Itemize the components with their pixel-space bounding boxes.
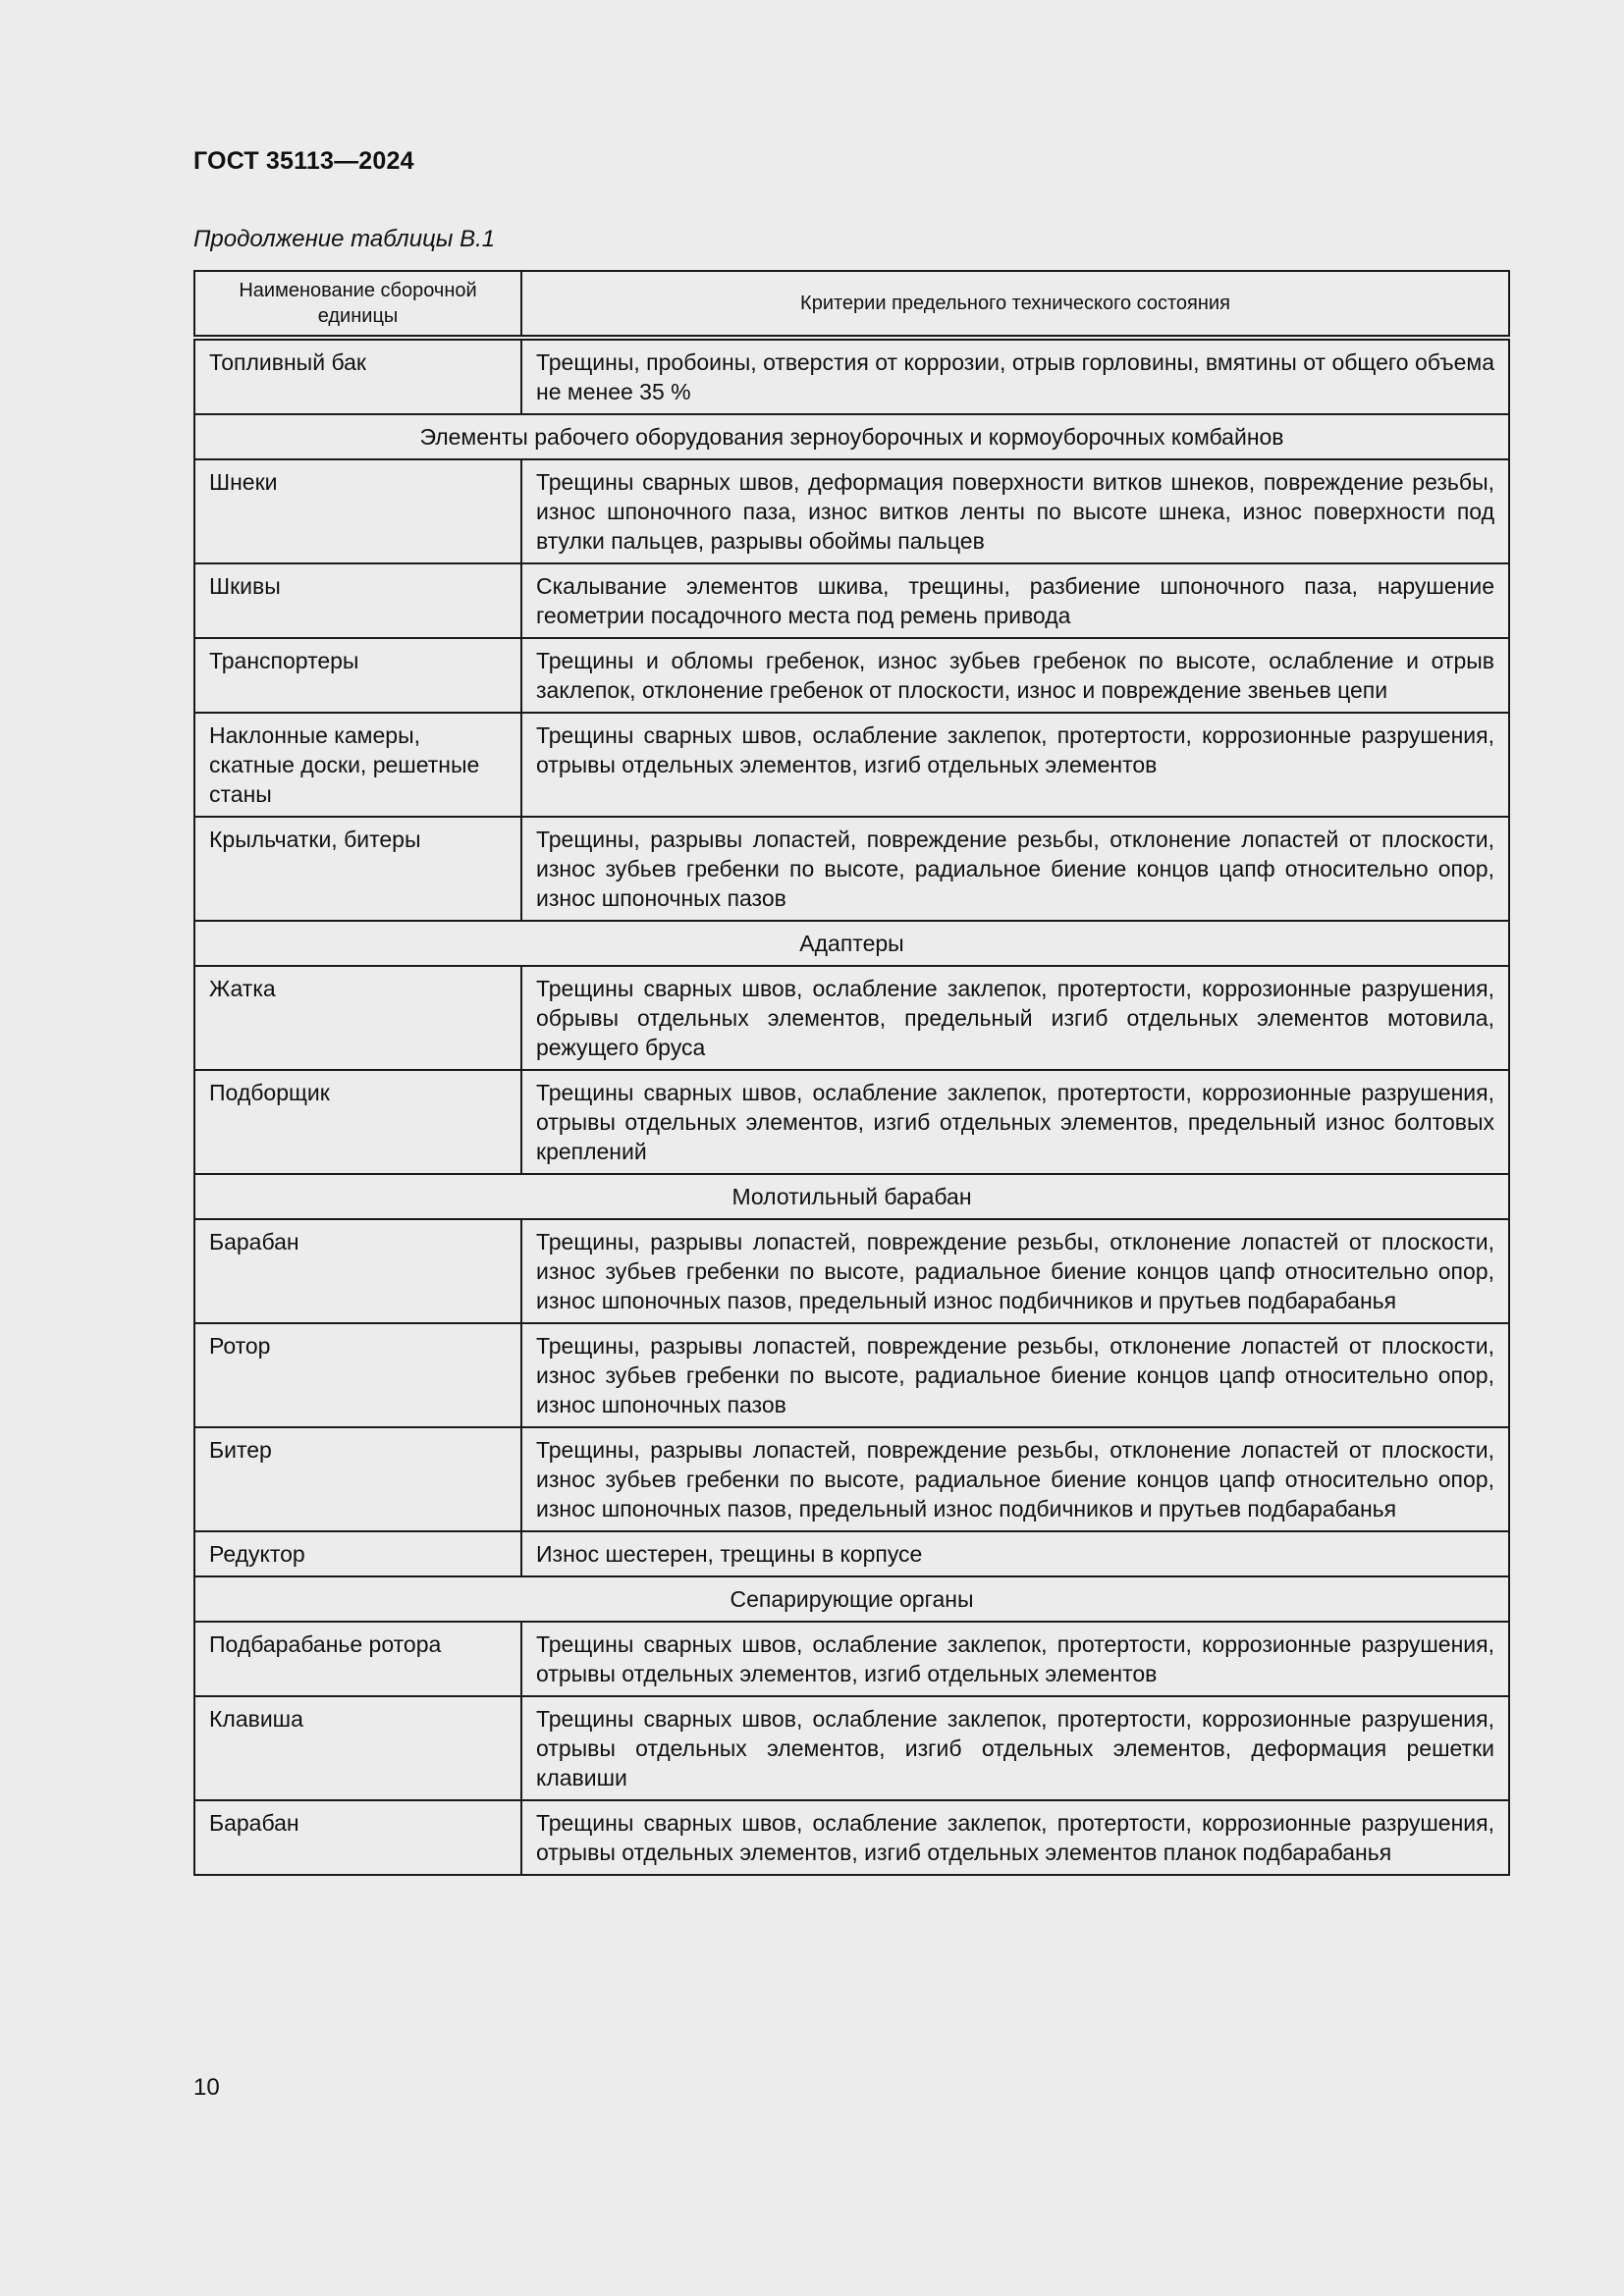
header-unit: Наименование сборочной единицы bbox=[194, 271, 521, 338]
unit-cell: Барабан bbox=[194, 1219, 521, 1323]
unit-cell: Транспортеры bbox=[194, 638, 521, 713]
criteria-cell: Трещины, пробоины, отверстия от коррозии, отрыв горловины, вмятины от общего объема не менее 35 % bbox=[521, 338, 1509, 414]
unit-cell: Битер bbox=[194, 1427, 521, 1531]
section-title: Адаптеры bbox=[194, 921, 1509, 966]
table-row bbox=[194, 1622, 1509, 1696]
criteria-cell: Трещины, разрывы лопастей, повреждение резьбы, отклонение лопастей от плоскости, износ зубьев гребенки по высоте, радиальное биение концов цапф относительно опор, износ шпоночных пазов, предельный износ подбичников и прутьев подбарабанья bbox=[521, 1219, 1509, 1323]
section-row bbox=[194, 921, 1509, 966]
criteria-cell: Трещины сварных швов, ослабление заклепок, протертости, коррозионные разрушения, отрывы отдельных элементов, изгиб отдельных элементов bbox=[521, 713, 1509, 817]
table-row bbox=[194, 1531, 1509, 1576]
criteria-cell: Трещины, разрывы лопастей, повреждение резьбы, отклонение лопастей от плоскости, износ зубьев гребенки по высоте, радиальное биение концов цапф относительно опор, износ шпоночных пазов bbox=[521, 817, 1509, 921]
unit-cell: Шкивы bbox=[194, 563, 521, 638]
document-header: ГОСТ 35113—2024 bbox=[193, 147, 414, 175]
table-row bbox=[194, 817, 1509, 921]
criteria-cell: Скалывание элементов шкива, трещины, разбиение шпоночного паза, нарушение геометрии посадочного места под ремень привода bbox=[521, 563, 1509, 638]
section-title: Сепарирующие органы bbox=[194, 1576, 1509, 1622]
criteria-cell: Трещины, разрывы лопастей, повреждение резьбы, отклонение лопастей от плоскости, износ зубьев гребенки по высоте, радиальное биение концов цапф относительно опор, износ шпоночных пазов, предельный износ подбичников и прутьев подбарабанья bbox=[521, 1427, 1509, 1531]
table-row bbox=[194, 459, 1509, 563]
header-criteria: Критерии предельного технического состояния bbox=[521, 271, 1509, 338]
section-title: Молотильный барабан bbox=[194, 1174, 1509, 1219]
table-row bbox=[194, 966, 1509, 1070]
table-row bbox=[194, 638, 1509, 713]
unit-cell: Подборщик bbox=[194, 1070, 521, 1174]
unit-cell: Подбарабанье ротора bbox=[194, 1622, 521, 1696]
unit-cell: Наклонные камеры, скатные доски, решетные станы bbox=[194, 713, 521, 817]
unit-cell: Редуктор bbox=[194, 1531, 521, 1576]
table-row bbox=[194, 1696, 1509, 1800]
unit-cell: Шнеки bbox=[194, 459, 521, 563]
table-header-row bbox=[194, 271, 1509, 338]
table-row bbox=[194, 713, 1509, 817]
unit-cell: Крыльчатки, битеры bbox=[194, 817, 521, 921]
criteria-cell: Трещины сварных швов, ослабление заклепок, протертости, коррозионные разрушения, отрывы отдельных элементов, изгиб отдельных элементов, предельный износ болтовых креплений bbox=[521, 1070, 1509, 1174]
criteria-cell: Износ шестерен, трещины в корпусе bbox=[521, 1531, 1509, 1576]
table-row bbox=[194, 1323, 1509, 1427]
criteria-cell: Трещины сварных швов, ослабление заклепок, протертости, коррозионные разрушения, отрывы отдельных элементов, изгиб отдельных элементов планок подбарабанья bbox=[521, 1800, 1509, 1875]
criteria-cell: Трещины, разрывы лопастей, повреждение резьбы, отклонение лопастей от плоскости, износ зубьев гребенки по высоте, радиальное биение концов цапф относительно опор, износ шпоночных пазов bbox=[521, 1323, 1509, 1427]
unit-cell: Барабан bbox=[194, 1800, 521, 1875]
table-row bbox=[194, 338, 1509, 414]
unit-cell: Топливный бак bbox=[194, 338, 521, 414]
table-row bbox=[194, 563, 1509, 638]
table-caption: Продолжение таблицы В.1 bbox=[193, 226, 496, 252]
section-row bbox=[194, 1576, 1509, 1622]
criteria-cell: Трещины и обломы гребенок, износ зубьев гребенок по высоте, ослабление и отрыв заклепок, отклонение гребенок от плоскости, износ и повреждение звеньев цепи bbox=[521, 638, 1509, 713]
page-number: 10 bbox=[193, 2074, 220, 2101]
table-row bbox=[194, 1219, 1509, 1323]
unit-cell: Ротор bbox=[194, 1323, 521, 1427]
section-row bbox=[194, 1174, 1509, 1219]
criteria-cell: Трещины сварных швов, ослабление заклепок, протертости, коррозионные разрушения, обрывы отдельных элементов, предельный изгиб отдельных элементов мотовила, режущего бруса bbox=[521, 966, 1509, 1070]
criteria-cell: Трещины сварных швов, ослабление заклепок, протертости, коррозионные разрушения, отрывы отдельных элементов, изгиб отдельных элементов, деформация решетки клавиши bbox=[521, 1696, 1509, 1800]
table-row bbox=[194, 1070, 1509, 1174]
table-row bbox=[194, 1427, 1509, 1531]
section-row bbox=[194, 414, 1509, 459]
section-title: Элементы рабочего оборудования зерноуборочных и кормоуборочных комбайнов bbox=[194, 414, 1509, 459]
unit-cell: Клавиша bbox=[194, 1696, 521, 1800]
unit-cell: Жатка bbox=[194, 966, 521, 1070]
criteria-cell: Трещины сварных швов, ослабление заклепок, протертости, коррозионные разрушения, отрывы отдельных элементов, изгиб отдельных элементов bbox=[521, 1622, 1509, 1696]
criteria-table bbox=[193, 270, 1510, 1876]
criteria-cell: Трещины сварных швов, деформация поверхности витков шнеков, повреждение резьбы, износ шпоночного паза, износ витков ленты по высоте шнека, износ поверхности под втулки пальцев, разрывы обоймы пальцев bbox=[521, 459, 1509, 563]
table-row bbox=[194, 1800, 1509, 1875]
